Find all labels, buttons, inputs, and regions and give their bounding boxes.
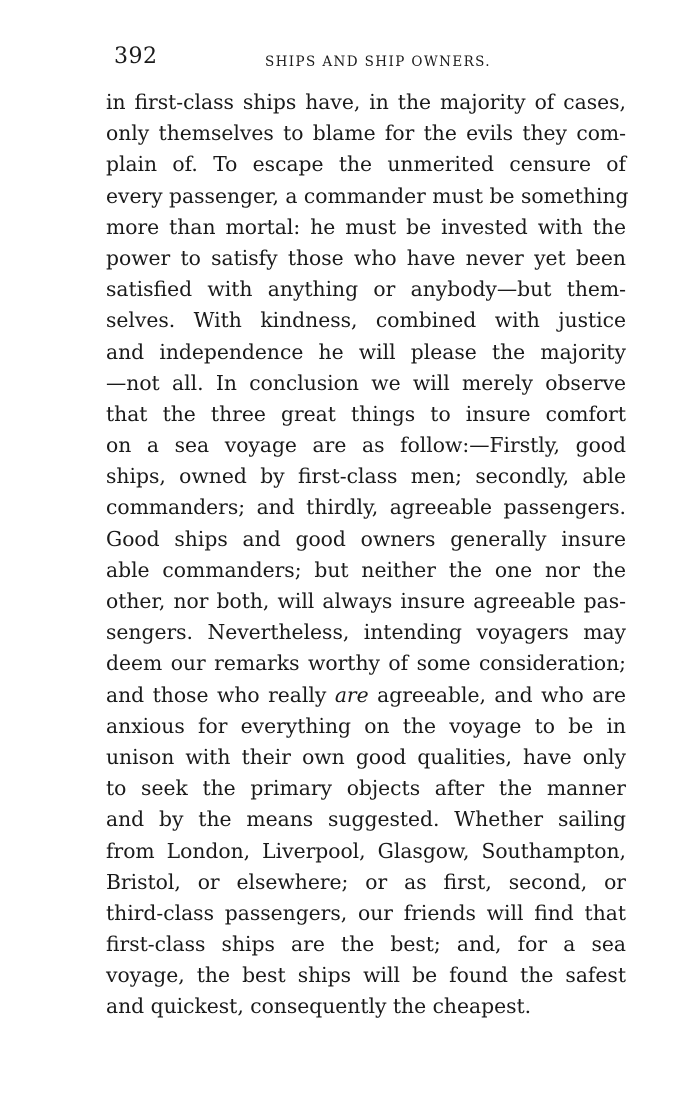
text-line: from London, Liverpool, Glasgow, Southampton, xyxy=(106,838,626,863)
text-line: sengers. Nevertheless, intending voyagers may xyxy=(106,620,626,645)
text-line: able commanders; but neither the one nor the xyxy=(106,557,626,582)
text-line: third-class passengers, our friends will find that xyxy=(106,900,626,925)
text-fragment: and those who really xyxy=(106,682,335,707)
text-line: power to satisfy those who have never yet been xyxy=(106,245,626,270)
text-line: unison with their own good qualities, have only xyxy=(106,744,626,769)
running-head: SHIPS AND SHIP OWNERS. xyxy=(264,54,492,70)
text-line: that the three great things to insure comfort xyxy=(106,401,626,426)
emphasized-word: are xyxy=(334,682,369,707)
text-line: in first-class ships have, in the majority of cases, xyxy=(106,90,626,114)
text-line: other, nor both, will always insure agreeable pas- xyxy=(106,589,626,613)
page-number: 392 xyxy=(114,44,158,69)
text-line: Bristol, or elsewhere; or as first, second, or xyxy=(106,869,626,894)
text-line: and quickest, consequently the cheapest. xyxy=(106,994,532,1019)
body-paragraph xyxy=(106,87,629,1023)
text-line: every passenger, a commander must be something xyxy=(106,183,629,208)
text-line: Good ships and good owners generally insure xyxy=(106,526,626,551)
text-line: only themselves to blame for the evils they com- xyxy=(106,121,626,146)
text-line: first-class ships are the best; and, for a sea xyxy=(106,932,626,957)
text-line: voyage, the best ships will be found the safest xyxy=(106,963,626,988)
text-line: and independence he will please the majority xyxy=(106,339,626,364)
text-fragment: agreeable, and who are xyxy=(368,682,626,707)
text-line: on a sea voyage are as follow:—Firstly, good xyxy=(106,433,626,458)
text-line: ships, owned by first-class men; secondly, able xyxy=(106,464,626,489)
text-line: satisfied with anything or anybody—but them- xyxy=(106,277,626,302)
text-line: commanders; and thirdly, agreeable passengers. xyxy=(106,495,626,520)
page-header xyxy=(114,44,624,78)
text-line: deem our remarks worthy of some consideration; xyxy=(106,651,626,676)
text-line: selves. With kindness, combined with justice xyxy=(106,308,626,333)
text-line: anxious for everything on the voyage to be in xyxy=(106,713,626,738)
text-line: to seek the primary objects after the manner xyxy=(106,776,626,801)
text-line: more than mortal: he must be invested with the xyxy=(106,214,626,239)
text-line xyxy=(106,680,626,711)
text-line: —not all. In conclusion we will merely observe xyxy=(106,370,626,395)
text-line: plain of. To escape the unmerited censure of xyxy=(106,152,626,177)
text-line: and by the means suggested. Whether sailing xyxy=(106,807,626,832)
